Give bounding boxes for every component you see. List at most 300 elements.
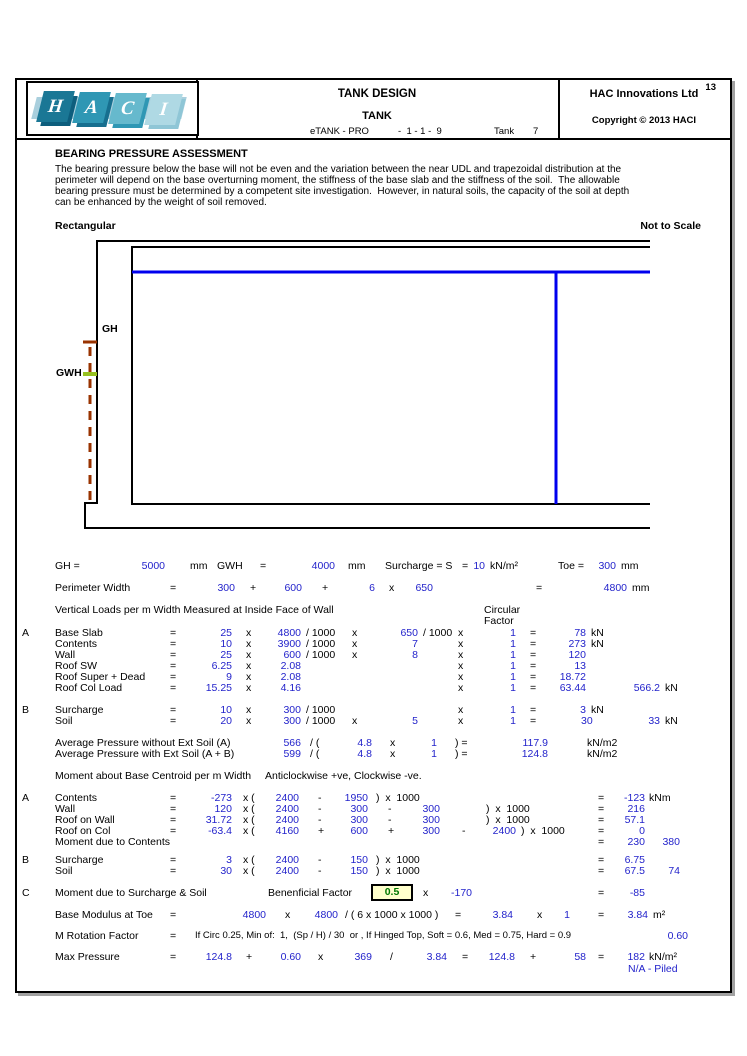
section-letter: B — [22, 704, 30, 716]
logo-letter: A — [83, 96, 100, 118]
cell-text: = — [462, 560, 469, 572]
cell-text: 1 — [510, 704, 516, 716]
cell-text: 1 — [431, 737, 437, 749]
cell-text: 3.84 — [492, 909, 513, 921]
cell-text: x — [246, 671, 252, 683]
cell-text: 31.72 — [205, 814, 232, 826]
cell-text: / 1000 — [306, 649, 336, 661]
cell-text: / ( — [310, 748, 320, 760]
cell-text: GWH — [217, 560, 243, 572]
logo-letter: C — [119, 97, 136, 119]
cell-text: = — [530, 682, 537, 694]
cell-text: 1 — [510, 715, 516, 727]
gwh-label-row — [0, 367, 747, 379]
row-moment-due-contents — [0, 836, 747, 848]
cell-text: Average Pressure without Ext Soil (A) — [55, 737, 231, 749]
cell-text: kN — [591, 627, 604, 639]
cell-text: 300 — [422, 825, 440, 837]
cell-text: x ( — [243, 825, 255, 837]
piled-note: N/A - Piled — [628, 963, 678, 975]
cell-text: 150 — [350, 854, 368, 866]
cell-text: 369 — [354, 951, 372, 963]
cell-text: GH = — [55, 560, 80, 572]
cell-text: 4160 — [275, 825, 299, 837]
doc-subtitle: TANK — [362, 110, 392, 122]
cell-text: 1 — [510, 682, 516, 694]
row-na-piled — [0, 963, 747, 975]
cell-text: Toe = — [558, 560, 584, 572]
cell-text: x ( — [243, 865, 255, 877]
cell-text: can be enhanced by the weight of soil removed. — [55, 197, 267, 208]
cell-text: 3.84 — [627, 909, 648, 921]
text-row — [0, 615, 747, 627]
cell-text: 300 — [598, 560, 616, 572]
cell-text: = — [170, 825, 177, 837]
cell-text: mm — [190, 560, 208, 572]
cell-text: 1 — [510, 627, 516, 639]
cell-text: x — [246, 715, 252, 727]
cell-text: x — [246, 682, 252, 694]
cell-text: 4.8 — [357, 748, 372, 760]
cell-text: = — [598, 887, 605, 899]
cell-text: kN/m² — [490, 560, 518, 572]
total-ext-load: 33 — [648, 715, 660, 727]
cell-text: - — [318, 814, 322, 826]
cell-text: x — [246, 704, 252, 716]
cell-text: 230 — [627, 836, 645, 848]
cell-text: kN — [591, 704, 604, 716]
cell-text: x — [246, 627, 252, 639]
cell-text: bearing pressure must be determined by a competent site investigation. However, in natural soils, the capacity of the soil at depth — [55, 186, 630, 197]
cell-text: ) x 1000 — [521, 825, 565, 837]
cell-text: = — [170, 865, 177, 877]
cell-text: Contents — [55, 638, 98, 650]
cell-text: - — [318, 865, 322, 877]
cell-text: = — [598, 909, 605, 921]
cell-text: x — [389, 582, 395, 594]
cell-text: M Rotation Factor — [55, 930, 139, 942]
cell-text: kN/m² — [649, 951, 677, 963]
cell-text: 10 — [220, 638, 232, 650]
cell-text: / ( — [310, 737, 320, 749]
cell-text: 1 — [564, 909, 570, 921]
cell-text: Roof SW — [55, 660, 98, 672]
cell-text: 6 — [369, 582, 375, 594]
moment-total-b: 74 — [668, 865, 680, 877]
cell-text: 3 — [580, 704, 586, 716]
section-letter: A — [22, 792, 30, 804]
cell-text: = — [170, 660, 177, 672]
cell-text: = — [170, 803, 177, 815]
cell-text: 3.84 — [426, 951, 447, 963]
beneficial-factor-value: 0.5 — [371, 884, 413, 901]
cell-text: 300 — [422, 803, 440, 815]
cell-text: 5 — [412, 715, 418, 727]
perimeter-width-row — [0, 582, 747, 594]
cell-text: = — [598, 865, 605, 877]
cell-text: - — [388, 814, 392, 826]
cell-text: = — [598, 803, 605, 815]
cell-text: / — [390, 951, 393, 963]
cell-text: kN — [665, 682, 678, 694]
cell-text: -123 — [623, 792, 645, 804]
doc-title: TANK DESIGN — [337, 88, 417, 100]
row-roof-col-load — [0, 682, 747, 694]
cell-text: Circular — [484, 604, 521, 616]
total-vertical-load: 566.2 — [633, 682, 660, 694]
cell-text: 6.75 — [624, 854, 645, 866]
cell-text: 4800 — [603, 582, 627, 594]
cell-text: Moment about Base Centroid per m Width — [55, 770, 252, 782]
cell-text: 4800 — [277, 627, 301, 639]
cell-text: 1 — [510, 649, 516, 661]
cell-text: = — [170, 582, 177, 594]
cell-text: x ( — [243, 814, 255, 826]
cell-text: 2400 — [275, 792, 299, 804]
tank-number: 7 — [533, 126, 539, 137]
cell-text: 4800 — [314, 909, 338, 921]
cell-text: 5000 — [141, 560, 165, 572]
row-beneficial-factor — [0, 887, 747, 899]
cell-text: 7 — [412, 638, 418, 650]
cell-text: 1950 — [344, 792, 368, 804]
cell-text: kNm — [649, 792, 671, 804]
cell-text: = — [455, 909, 462, 921]
section-title: BEARING PRESSURE ASSESSMENT — [55, 148, 248, 160]
rotation-factor-value: 0.60 — [667, 930, 688, 942]
cell-text: Moment due to Surcharge & Soil — [55, 887, 207, 899]
cell-text: = — [170, 704, 177, 716]
cell-text: x — [352, 627, 358, 639]
row-soil — [0, 715, 747, 727]
cell-text: = — [598, 792, 605, 804]
cell-text: - — [318, 803, 322, 815]
cell-text: Anticlockwise +ve, Clockwise -ve. — [265, 770, 422, 782]
cell-text: - — [318, 792, 322, 804]
cell-text: = — [170, 671, 177, 683]
cell-text: - — [318, 854, 322, 866]
cell-text: x ( — [243, 792, 255, 804]
shape-caption: Rectangular — [55, 220, 116, 232]
cell-text: Surcharge — [55, 854, 104, 866]
cell-text: = — [530, 704, 537, 716]
section-title-row — [0, 148, 747, 160]
cell-text: x — [458, 649, 464, 661]
cell-text: / 1000 — [423, 627, 453, 639]
cell-text: 600 — [284, 582, 302, 594]
section-letter: A — [22, 627, 30, 639]
cell-text: 57.1 — [624, 814, 645, 826]
moment-total-a: 380 — [662, 836, 680, 848]
cell-text: ) x 1000 — [376, 854, 420, 866]
cell-text: If Circ 0.25, Min of: 1, (Sp / H) / 30 or , If Hinged Top, Soft = 0.6, Med = 0.75, Hard = 0.9 — [195, 930, 572, 941]
cell-text: ) x 1000 — [376, 865, 420, 877]
cell-text: = — [598, 825, 605, 837]
cell-text: + — [322, 582, 329, 594]
cell-text: = — [530, 660, 537, 672]
cell-text: Wall — [55, 803, 76, 815]
cell-text: + — [530, 951, 537, 963]
cell-text: 6.25 — [211, 660, 232, 672]
cell-text: = — [598, 951, 605, 963]
cell-text: = — [462, 951, 469, 963]
cell-text: = — [170, 638, 177, 650]
cell-text: 300 — [217, 582, 235, 594]
cell-text: Soil — [55, 715, 73, 727]
cell-text: 63.44 — [559, 682, 586, 694]
cell-text: - — [462, 825, 466, 837]
cell-text: 2.08 — [280, 671, 301, 683]
cell-text: = — [170, 792, 177, 804]
cell-text: Benenficial Factor — [268, 887, 353, 899]
cell-text: x — [352, 649, 358, 661]
cell-text: 10 — [220, 704, 232, 716]
cell-text: 566 — [283, 737, 301, 749]
intro-line-4 — [0, 197, 747, 209]
cell-text: 216 — [627, 803, 645, 815]
cell-text: / 1000 — [306, 715, 336, 727]
cell-text: x — [458, 660, 464, 672]
product-name: eTANK - PRO — [310, 126, 369, 137]
cell-text: 18.72 — [559, 671, 586, 683]
row-avg-pressure-with — [0, 748, 747, 760]
copyright: Copyright © 2013 HACI — [591, 115, 697, 126]
cell-text: 25 — [220, 627, 232, 639]
logo-letter: H — [46, 95, 65, 117]
cell-text: x — [537, 909, 543, 921]
cell-text: + — [250, 582, 257, 594]
cell-text: Factor — [484, 615, 514, 627]
cell-text: = — [530, 649, 537, 661]
cell-text: / ( 6 x 1000 x 1000 ) — [345, 909, 439, 921]
cell-text: 4800 — [242, 909, 266, 921]
version-row — [0, 126, 747, 138]
cell-text: 3 — [226, 854, 232, 866]
cell-text: Soil — [55, 865, 73, 877]
cell-text: 1 — [510, 671, 516, 683]
gh-values-row — [0, 560, 747, 572]
cell-text: kN/m2 — [587, 748, 618, 760]
cell-text: kN/m2 — [587, 737, 618, 749]
cell-text: x — [423, 887, 429, 899]
cell-text: 300 — [350, 814, 368, 826]
cell-text: Average Pressure with Ext Soil (A + B) — [55, 748, 235, 760]
cell-text: 2400 — [275, 803, 299, 815]
cell-text: x — [458, 671, 464, 683]
cell-text: ) x 1000 — [486, 814, 530, 826]
row-m-rotation-factor — [0, 930, 747, 942]
cell-text: 650 — [400, 627, 418, 639]
cell-text: / 1000 — [306, 704, 336, 716]
cell-text: x — [458, 704, 464, 716]
cell-text: = — [536, 582, 543, 594]
cell-text: 4.8 — [357, 737, 372, 749]
cell-text: 124.8 — [488, 951, 515, 963]
cell-text: 600 — [283, 649, 301, 661]
cell-text: mm — [621, 560, 639, 572]
cell-text: m² — [653, 909, 666, 921]
cell-text: 67.5 — [624, 865, 645, 877]
cell-text: = — [170, 854, 177, 866]
cell-text: 120 — [568, 649, 586, 661]
cell-text: = — [170, 627, 177, 639]
cell-text: 600 — [350, 825, 368, 837]
cell-text: 2400 — [275, 814, 299, 826]
cell-text: x ( — [243, 854, 255, 866]
cell-text: = — [530, 715, 537, 727]
outer-ground-line — [85, 241, 650, 528]
cell-text: perimeter will depend on the base overturning moment, the stiffness of the base slab and the stiffness of the soil. The allowable — [55, 175, 620, 186]
cell-text: ) x 1000 — [486, 803, 530, 815]
cell-text: 13 — [574, 660, 586, 672]
cell-text: -85 — [629, 887, 645, 899]
gh-label: GH — [102, 323, 118, 335]
cell-text: 58 — [574, 951, 586, 963]
diagram-caption-row — [0, 220, 747, 232]
cell-text: Base Modulus at Toe — [55, 909, 153, 921]
cell-text: = — [530, 627, 537, 639]
header-title-row — [0, 88, 747, 100]
cell-text: mm — [632, 582, 650, 594]
row-moment-soil — [0, 865, 747, 877]
cell-text: x — [352, 715, 358, 727]
cell-text: = — [170, 951, 177, 963]
section-letter: B — [22, 854, 30, 866]
cell-text: x — [352, 638, 358, 650]
cell-text: = — [530, 638, 537, 650]
cell-text: -63.4 — [208, 825, 232, 837]
cell-text: 4.16 — [280, 682, 301, 694]
cell-text: = — [530, 671, 537, 683]
cell-text: x — [458, 627, 464, 639]
cell-text: = — [598, 854, 605, 866]
company-name: HAC Innovations Ltd — [589, 88, 699, 100]
logo-letter: I — [158, 98, 169, 120]
cell-text: = — [170, 649, 177, 661]
cell-text: 15.25 — [205, 682, 232, 694]
section-letter: C — [22, 887, 30, 899]
cell-text: 300 — [283, 704, 301, 716]
cell-text: mm — [348, 560, 366, 572]
cell-text: = — [170, 930, 177, 942]
cell-text: Tank — [494, 126, 515, 137]
cell-text: 78 — [574, 627, 586, 639]
cell-text: 2.08 — [280, 660, 301, 672]
cell-text: Roof on Col — [55, 825, 111, 837]
cell-text: kN — [665, 715, 678, 727]
cell-text: = — [260, 560, 267, 572]
cell-text: The bearing pressure below the base will not be even and the variation between the near UDL and trapezoidal distribution at the — [55, 164, 622, 175]
cell-text: + — [388, 825, 395, 837]
cell-text: / 1000 — [306, 638, 336, 650]
cell-text: / 1000 — [306, 627, 336, 639]
cell-text: = — [598, 814, 605, 826]
cell-text: Perimeter Width — [55, 582, 131, 594]
cell-text: x — [458, 715, 464, 727]
cell-text: Wall — [55, 649, 76, 661]
cell-text: 150 — [350, 865, 368, 877]
row-max-pressure — [0, 951, 747, 963]
cell-text: = — [170, 682, 177, 694]
scale-caption: Not to Scale — [640, 220, 701, 232]
cell-text: x — [390, 748, 396, 760]
cell-text: 300 — [350, 803, 368, 815]
cell-text: 10 — [473, 560, 485, 572]
version-number: - 1 - 1 - 9 — [398, 126, 442, 137]
cell-text: x — [390, 737, 396, 749]
cell-text: x — [458, 638, 464, 650]
cell-text: Roof Col Load — [55, 682, 123, 694]
cell-text: 0.60 — [280, 951, 301, 963]
cell-text: 273 — [568, 638, 586, 650]
cell-text: x — [246, 649, 252, 661]
cell-text: + — [246, 951, 253, 963]
cell-text: kN — [591, 638, 604, 650]
cell-text: x — [285, 909, 291, 921]
cell-text: Roof Super + Dead — [55, 671, 146, 683]
cell-text: 120 — [214, 803, 232, 815]
cell-text: 2400 — [275, 865, 299, 877]
max-pressure-value: 182 — [627, 951, 645, 963]
cell-text: x — [246, 638, 252, 650]
cell-text: 1 — [510, 638, 516, 650]
gh-label-row — [0, 323, 747, 335]
cell-text: 8 — [412, 649, 418, 661]
cell-text: x — [458, 682, 464, 694]
moment-header-row — [0, 770, 747, 782]
cell-text: -170 — [450, 887, 472, 899]
cell-text: Base Slab — [55, 627, 103, 639]
cell-text: = — [170, 715, 177, 727]
cell-text: + — [318, 825, 325, 837]
cell-text: 30 — [581, 715, 593, 727]
cell-text: 124.8 — [205, 951, 232, 963]
cell-text: 124.8 — [521, 748, 548, 760]
cell-text: 117.9 — [522, 737, 548, 749]
cell-text: ) = — [455, 748, 468, 760]
cell-text: 9 — [226, 671, 232, 683]
cell-text: Moment due to Contents — [55, 836, 170, 848]
cell-text: = — [170, 909, 177, 921]
cell-text: = — [170, 814, 177, 826]
cell-text: 300 — [422, 814, 440, 826]
cell-text: ) = — [455, 737, 468, 749]
cell-text: 1 — [510, 660, 516, 672]
gwh-label: GWH — [56, 367, 82, 379]
cell-text: x — [246, 660, 252, 672]
cell-text: 4000 — [311, 560, 335, 572]
row-base-modulus — [0, 909, 747, 921]
cell-text: Max Pressure — [55, 951, 120, 963]
cell-text: Surcharge = S — [385, 560, 453, 572]
cell-text: x ( — [243, 803, 255, 815]
cell-text: 20 — [220, 715, 232, 727]
cell-text: 2400 — [492, 825, 516, 837]
page-number: 13 — [705, 82, 716, 93]
cell-text: 2400 — [275, 854, 299, 866]
cell-text: 1 — [431, 748, 437, 760]
cell-text: Contents — [55, 792, 98, 804]
cell-text: x — [318, 951, 324, 963]
cell-text: Roof on Wall — [55, 814, 115, 826]
cell-text: -273 — [210, 792, 232, 804]
cell-text: = — [598, 836, 605, 848]
cell-text: - — [388, 803, 392, 815]
cell-text: ) x 1000 — [376, 792, 420, 804]
cell-text: 25 — [220, 649, 232, 661]
cell-text: Vertical Loads per m Width Measured at Inside Face of Wall — [55, 604, 334, 616]
cell-text: Surcharge — [55, 704, 104, 716]
